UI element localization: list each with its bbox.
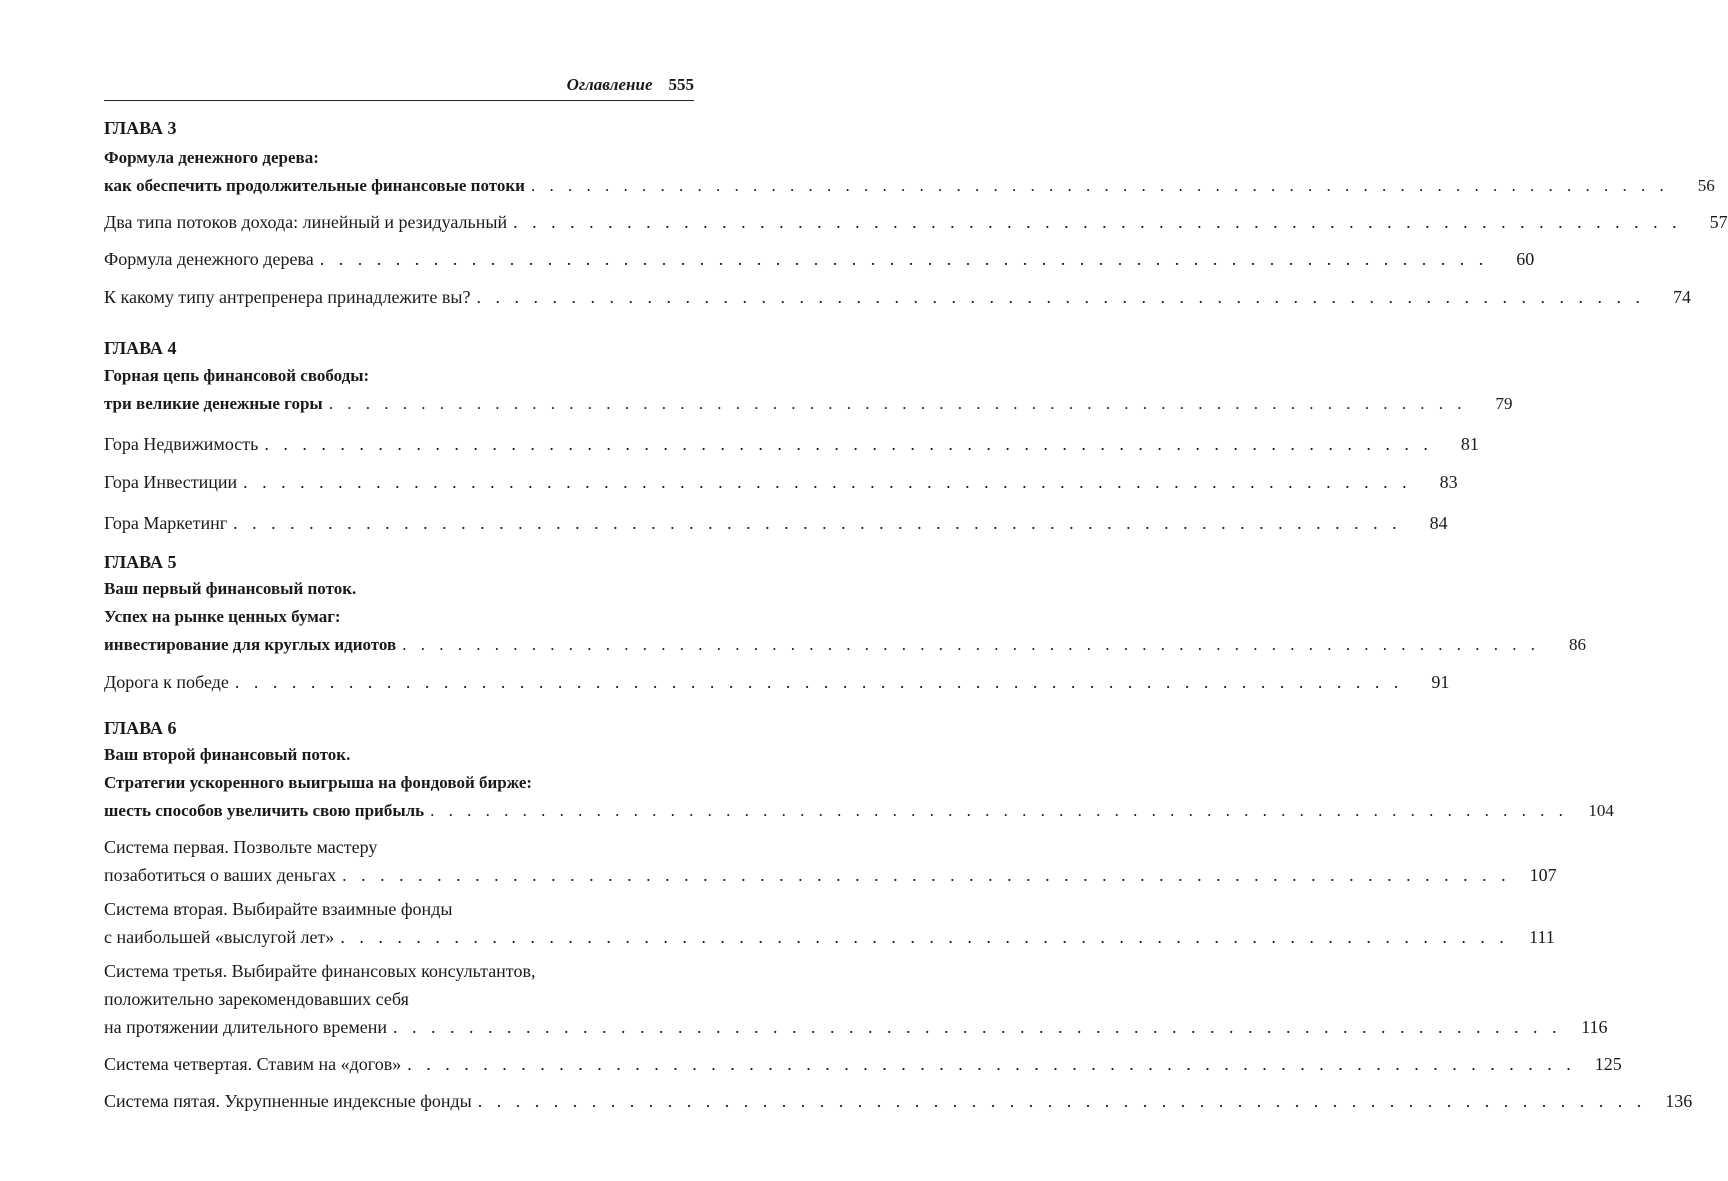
dot-leader: . . . . . . . . . . . . . . . . . . . . . . . . . . . . . . . . . . . . . . . . . . . . . . . . . . . . . . . . . . . . . . [402, 635, 1540, 654]
page-number: 83 [1439, 472, 1458, 492]
toc-entry[interactable]: Дорога к победе . . . . . . . . . . . . . . . . . . . . . . . . . . . . . . . . . . . . . . . . . . . . . . . . . . . . . . . . . . . . . . 91 [104, 668, 694, 696]
chapter-label: ГЛАВА 4 [104, 338, 177, 358]
dot-leader: . . . . . . . . . . . . . . . . . . . . . . . . . . . . . . . . . . . . . . . . . . . . . . . . . . . . . . . . . . . . . . [342, 865, 1511, 885]
chapter-title-line[interactable]: инвестирование для круглых идиотов . . . . . . . . . . . . . . . . . . . . . . . . . . . . . . . . . . . . . . . . . . . . . . . . . . . . . . . . . . . . . . 86 [104, 631, 694, 659]
chapter-3 [104, 116, 1728, 311]
page-number: 60 [1516, 249, 1535, 269]
dot-leader: . . . . . . . . . . . . . . . . . . . . . . . . . . . . . . . . . . . . . . . . . . . . . . . . . . . . . . . . . . . . . . [340, 927, 1509, 947]
chapter-4 [104, 336, 1513, 537]
dot-leader: . . . . . . . . . . . . . . . . . . . . . . . . . . . . . . . . . . . . . . . . . . . . . . . . . . . . . . . . . . . . . . [393, 1017, 1562, 1037]
toc-entry[interactable]: Система первая. Позвольте мастеру позаботиться о ваших деньгах . . . . . . . . . . . . . . . . . . . . . . . . . . . . . . . . . . . . . . . . . . . . . . . . . . . . . . . . . . . . . . 107 [104, 833, 694, 889]
chapter-title-line: Горная цепь финансовой свободы: [104, 366, 370, 385]
chapter-6 [104, 716, 1693, 1115]
page-number: 111 [1529, 927, 1555, 947]
toc-entry[interactable]: Система пятая. Укрупненные индексные фонды . . . . . . . . . . . . . . . . . . . . . . . . . . . . . . . . . . . . . . . . . . . . . . . . . . . . . . . . . . . . . . 136 [104, 1087, 694, 1115]
page-number: 81 [1460, 434, 1479, 454]
toc-entry[interactable]: Система третья. Выбирайте финансовых консультантов, положительно зарекомендовавших себя на протяжении длительного времени . . . . . . . . . . . . . . . . . . . . . . . . . . . . . . . . . . . . . . . . . . . . . . . . . . . . . . . . . . . . . . 116 [104, 957, 694, 1041]
dot-leader: . . . . . . . . . . . . . . . . . . . . . . . . . . . . . . . . . . . . . . . . . . . . . . . . . . . . . . . . . . . . . . [233, 513, 1402, 533]
header-page-number: 555 [668, 75, 694, 94]
dot-leader: . . . . . . . . . . . . . . . . . . . . . . . . . . . . . . . . . . . . . . . . . . . . . . . . . . . . . . . . . . . . . . [319, 249, 1489, 269]
page-number: 86 [1568, 635, 1586, 654]
page-number: 56 [1697, 176, 1715, 195]
dot-leader: . . . . . . . . . . . . . . . . . . . . . . . . . . . . . . . . . . . . . . . . . . . . . . . . . . . . . . . . . . . . . . [234, 672, 1404, 692]
chapter-title-line[interactable]: шесть способов увеличить свою прибыль . . . . . . . . . . . . . . . . . . . . . . . . . . . . . . . . . . . . . . . . . . . . . . . . . . . . . . . . . . . . . . 104 [104, 797, 694, 825]
header-title: Оглавление [566, 75, 653, 94]
running-header [104, 70, 694, 101]
dot-leader: . . . . . . . . . . . . . . . . . . . . . . . . . . . . . . . . . . . . . . . . . . . . . . . . . . . . . . . . . . . . . . [430, 801, 1568, 820]
toc-entry[interactable]: Система четвертая. Ставим на «догов» . . . . . . . . . . . . . . . . . . . . . . . . . . . . . . . . . . . . . . . . . . . . . . . . . . . . . . . . . . . . . . 125 [104, 1050, 694, 1078]
toc-entry[interactable]: Гора Маркетинг . . . . . . . . . . . . . . . . . . . . . . . . . . . . . . . . . . . . . . . . . . . . . . . . . . . . . . . . . . . . . . 84 [104, 509, 694, 537]
dot-leader: . . . . . . . . . . . . . . . . . . . . . . . . . . . . . . . . . . . . . . . . . . . . . . . . . . . . . . . . . . . . . . [328, 394, 1467, 413]
page-number: 125 [1594, 1054, 1622, 1074]
page-number: 79 [1495, 394, 1513, 413]
chapter-5 [104, 550, 1586, 696]
page-number: 107 [1529, 865, 1557, 885]
toc-entry[interactable]: Гора Инвестиции . . . . . . . . . . . . . . . . . . . . . . . . . . . . . . . . . . . . . . . . . . . . . . . . . . . . . . . . . . . . . . 83 [104, 468, 694, 496]
chapter-title-line: Формула денежного дерева: [104, 148, 319, 167]
toc-entry[interactable]: Формула денежного дерева . . . . . . . . . . . . . . . . . . . . . . . . . . . . . . . . . . . . . . . . . . . . . . . . . . . . . . . . . . . . . . 60 [104, 245, 694, 273]
page-number: 136 [1665, 1091, 1693, 1111]
chapter-title-line: Ваш второй финансовый поток. [104, 745, 351, 764]
dot-leader: . . . . . . . . . . . . . . . . . . . . . . . . . . . . . . . . . . . . . . . . . . . . . . . . . . . . . . . . . . . . . . [407, 1054, 1576, 1074]
chapter-title-line[interactable]: как обеспечить продолжительные финансовые потоки . . . . . . . . . . . . . . . . . . . . . . . . . . . . . . . . . . . . . . . . . . . . . . . . . . . . . . . . . . . . . . 56 [104, 172, 694, 200]
page-number: 57 [1709, 212, 1728, 232]
chapter-label: ГЛАВА 5 [104, 552, 177, 572]
chapter-title-line[interactable]: три великие денежные горы . . . . . . . . . . . . . . . . . . . . . . . . . . . . . . . . . . . . . . . . . . . . . . . . . . . . . . . . . . . . . . 79 [104, 390, 694, 418]
dot-leader: . . . . . . . . . . . . . . . . . . . . . . . . . . . . . . . . . . . . . . . . . . . . . . . . . . . . . . . . . . . . . . [243, 472, 1412, 492]
chapter-label: ГЛАВА 3 [104, 118, 177, 138]
chapter-title-line: Успех на рынке ценных бумаг: [104, 607, 341, 626]
dot-leader: . . . . . . . . . . . . . . . . . . . . . . . . . . . . . . . . . . . . . . . . . . . . . . . . . . . . . . . . . . . . . . [264, 434, 1433, 454]
toc-entry[interactable]: Гора Недвижимость . . . . . . . . . . . . . . . . . . . . . . . . . . . . . . . . . . . . . . . . . . . . . . . . . . . . . . . . . . . . . . 81 [104, 430, 694, 458]
page-number: 84 [1429, 513, 1448, 533]
toc-entry[interactable]: Система вторая. Выбирайте взаимные фонды с наибольшей «выслугой лет» . . . . . . . . . . . . . . . . . . . . . . . . . . . . . . . . . . . . . . . . . . . . . . . . . . . . . . . . . . . . . . 111 [104, 895, 694, 951]
page-number: 116 [1581, 1017, 1608, 1037]
chapter-label: ГЛАВА 6 [104, 718, 177, 738]
dot-leader: . . . . . . . . . . . . . . . . . . . . . . . . . . . . . . . . . . . . . . . . . . . . . . . . . . . . . . . . . . . . . . [477, 1091, 1647, 1111]
chapter-title-line: Ваш первый финансовый поток. [104, 579, 357, 598]
dot-leader: . . . . . . . . . . . . . . . . . . . . . . . . . . . . . . . . . . . . . . . . . . . . . . . . . . . . . . . . . . . . . . [476, 287, 1645, 307]
page-number: 104 [1588, 801, 1614, 820]
dot-leader: . . . . . . . . . . . . . . . . . . . . . . . . . . . . . . . . . . . . . . . . . . . . . . . . . . . . . . . . . . . . . . [530, 176, 1669, 195]
page-number: 91 [1431, 672, 1450, 692]
page-number: 74 [1672, 287, 1691, 307]
dot-leader: . . . . . . . . . . . . . . . . . . . . . . . . . . . . . . . . . . . . . . . . . . . . . . . . . . . . . . . . . . . . . . [513, 212, 1682, 232]
chapter-title-line: Стратегии ускоренного выигрыша на фондовой бирже: [104, 773, 533, 792]
toc-entry[interactable]: К какому типу антрепренера принадлежите вы? . . . . . . . . . . . . . . . . . . . . . . . . . . . . . . . . . . . . . . . . . . . . . . . . . . . . . . . . . . . . . . 74 [104, 283, 694, 311]
toc-entry[interactable]: Два типа потоков дохода: линейный и резидуальный . . . . . . . . . . . . . . . . . . . . . . . . . . . . . . . . . . . . . . . . . . . . . . . . . . . . . . . . . . . . . . 57 [104, 208, 694, 236]
